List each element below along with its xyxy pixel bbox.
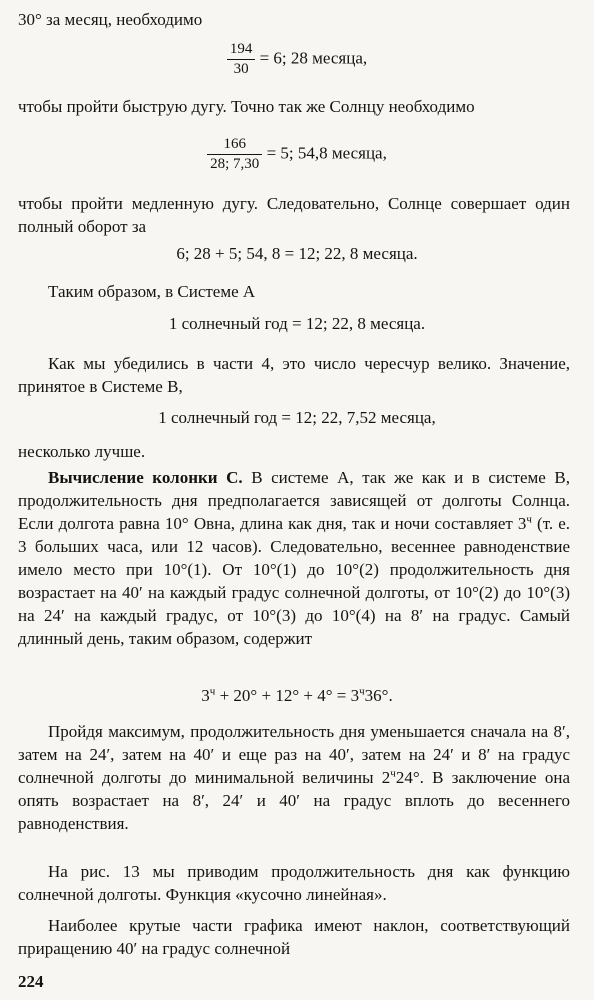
text-paragraph: Как мы убедились в части 4, это число чересчур велико. Значение, принятое в Системе В, [18,354,570,396]
text-line: 30° за месяц, необходимо [18,10,203,29]
section-paragraph: Вычисление колонки C. В системе А, так же как и в системе В, продолжительность дня предполагается зависящей от долготы Солнца. Если долгота равна 10° Овна, длина как дня, так и ночи составляет $3^ч$ (т. е. 3 больших часа, или 12 часов). Следовательно, весеннее равноденствие имело место при 10°(1). От 10°(1) до 10°(2) продолжительность дня возрастает на 40′ на каждый градус солнечной долготы, от 10°(2) до 10°(3) на 24′ на каждый градус, от 10°(3) до 10°(4) на 8′ на градус. Самый длинный день, таким образом, содержит [18,468,571,648]
text-paragraph: Пройдя максимум, продолжительность дня уменьшается сначала на 8′, затем на 24′, затем на 40′ и еще раз на 40′, затем на 24′ и 8′ на градус солнечной долготы до минимальной величины $2^ч24^\circ$. В заключение она опять возрастает на 8′, 24′ и 40′ на градус вплоть до весеннего равноденствия. [18,722,570,833]
text-paragraph: Наиболее крутые части графика имеют наклон, соответствующий приращению 40′ на градус солнечной [18,916,570,958]
section-heading: Вычисление колонки C. [48,468,243,487]
text-paragraph: На рис. 13 мы приводим продолжительность дня как функцию солнечной долготы. Функция «кусочно линейная». [18,862,570,904]
page-number: 224 [18,972,44,991]
equation-6: $3^ч + 20^\circ + 12^\circ + 4^\circ = 3^ч36^\circ$. [201,685,393,705]
text-line: несколько лучше. [18,442,146,461]
equation-4: 1 солнечный год = 12; 22, 8 месяца. [168,314,426,333]
equation-3: 6; 28 + 5; 54, 8 = 12; 22, 8 месяца. [176,244,418,263]
fraction: $\frac{166}{28; 7,30}$ [207,135,262,174]
equation-1: $\frac{194}{30}$ = 6; 28 месяца, [0,40,594,79]
fraction: $\frac{194}{30}$ [227,40,256,79]
text-paragraph: чтобы пройти медленную дугу. Следовательно, Солнце совершает один полный оборот за [18,194,570,236]
equation-5: 1 солнечный год = 12; 22, 7,52 месяца, [158,408,436,427]
text-paragraph: чтобы пройти быструю дугу. Точно так же Солнцу необходимо [18,97,475,116]
text-line: Таким образом, в Системе А [48,282,256,301]
equation-2: $\frac{166}{28; 7,30}$ = 5; 54,8 месяца, [0,135,594,174]
